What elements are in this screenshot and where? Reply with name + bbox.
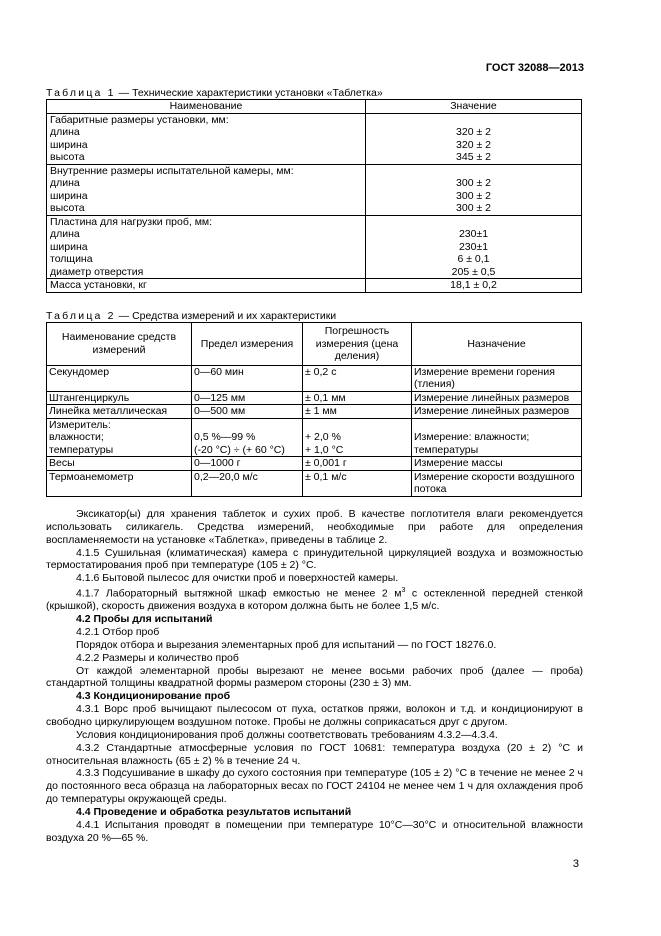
table-cell: Измерение линейных размеров — [412, 391, 582, 405]
table-cell: ± 1 мм — [303, 405, 412, 419]
param-label: высота — [50, 202, 85, 214]
table-cell: Масса установки, кг — [47, 279, 366, 293]
cell-line: Измерение: влажности; — [414, 431, 530, 443]
table-cell: 0—1000 г — [192, 457, 303, 471]
column-header: Наименование средств измерений — [47, 323, 192, 366]
table-cell — [47, 215, 366, 279]
table-cell: 0—125 мм — [192, 391, 303, 405]
param-label: ширина — [50, 189, 88, 202]
paragraph: Порядок отбора и вырезания элементарных проб для испытаний — по ГОСТ 18276.0. — [76, 638, 497, 651]
table-cell: Секундомер — [47, 365, 192, 391]
table-cell — [366, 164, 582, 215]
param-value: 320 ± 2 — [456, 138, 491, 151]
table-row — [47, 215, 582, 279]
section-heading: 4.3 Кондиционирование проб — [76, 690, 231, 703]
paragraph: Эксикатор(ы) для хранения таблеток и сухих проб. В качестве поглотителя влаги рекомендуется использовать силикагель. Средства измерений, необходимые при работе для определения воспламеняемости на установке «Таблетка», приведены в таблице 2. — [46, 508, 583, 546]
column-header: Значение — [366, 100, 582, 114]
standard-number: ГОСТ 32088—2013 — [485, 62, 584, 74]
cell-line: (-20 °С) ÷ (+ 60 °С) — [194, 443, 285, 456]
section-heading: 4.4 Проведение и обработка результатов испытаний — [76, 805, 352, 818]
group-title: Габаритные размеры установки, мм: — [50, 113, 229, 126]
table1-caption-label: Таблица 1 — [46, 87, 116, 99]
table-cell — [47, 113, 366, 164]
table-cell: Термоанемометр — [47, 470, 192, 496]
table1-caption — [46, 87, 383, 99]
paragraph: 4.4.1 Испытания проводят в помещении при температуре 10°С—30°С и относительной влажности воздуха 20 %—65 %. — [46, 818, 583, 844]
paragraph: 4.3.2 Стандартные атмосферные условия по ГОСТ 10681: температура воздуха (20 ± 2) °С и относительная влажность (65 ± 2) % в течение 24 ч. — [46, 741, 583, 767]
param-label: длина — [50, 177, 80, 189]
paragraph: 4.1.5 Сушильная (климатическая) камера с принудительной циркуляцией воздуха и возможностью термостатирования проб при температуре (105 ± 2) °С. — [46, 546, 583, 572]
table-cell: 18,1 ± 0,2 — [366, 279, 582, 293]
column-header: Предел измерения — [192, 323, 303, 366]
param-value: 205 ± 0,5 — [451, 265, 496, 278]
paragraph — [46, 585, 583, 613]
paragraph: 4.3.1 Ворс проб вычищают пылесосом от пуха, остатков пряжи, волокон и т.д. и кондиционируют в свободно циркулирующем воздушном потоке. Пробы не должны соприкасаться друг с другом. — [46, 703, 583, 728]
table-row — [47, 405, 582, 419]
table-cell — [47, 164, 366, 215]
table-cell: Измерение массы — [412, 457, 582, 471]
superscript: 3 — [401, 587, 406, 595]
param-label: длина — [50, 228, 80, 240]
cell-line: влажности; — [49, 431, 104, 443]
table-cell — [412, 418, 582, 457]
param-label: высота — [50, 151, 85, 163]
table2-caption — [46, 310, 336, 322]
param-label: ширина — [50, 138, 88, 151]
paragraph: От каждой элементарной пробы вырезают не менее восьми рабочих проб (далее — проба) стандартной толщины квадратной формы размером стороны (230 ± 3) мм. — [46, 664, 583, 690]
param-value: 6 ± 0,1 — [457, 253, 490, 265]
table-cell: Штангенциркуль — [47, 391, 192, 405]
table-cell: Измерение линейных размеров — [412, 405, 582, 419]
table-cell — [366, 113, 582, 164]
paragraph: 4.2.1 Отбор проб — [76, 626, 160, 639]
paragraph-part: 4.1.7 Лабораторный вытяжной шкаф емкостью не менее 2 м — [76, 587, 402, 600]
paragraph-part: с остекленной передней стенкой (крышкой), скорость движения воздуха в котором должна быть не более 1,5 м/с. — [46, 587, 583, 613]
table1-caption-text: — Технические характеристики установки «Таблетка» — [118, 87, 383, 99]
group-title: Внутренние размеры испытательной камеры, мм: — [50, 164, 294, 177]
table-cell — [366, 215, 582, 279]
param-value: 300 ± 2 — [456, 177, 491, 189]
table-row — [47, 365, 582, 391]
table-row — [47, 418, 582, 457]
table-cell: 0—500 мм — [192, 405, 303, 419]
table-header-row — [47, 100, 582, 114]
table2-caption-label: Таблица 2 — [46, 310, 116, 322]
table-cell: 0,2—20,0 м/с — [192, 470, 303, 496]
paragraph: 4.1.6 Бытовой пылесос для очистки проб и поверхностей камеры. — [76, 572, 399, 585]
table-cell — [192, 418, 303, 457]
table-cell: 0—60 мин — [192, 365, 303, 391]
table-row — [47, 113, 582, 164]
section-heading: 4.2 Пробы для испытаний — [76, 613, 213, 626]
cell-line: + 1,0 °С — [305, 443, 344, 456]
param-value: 300 ± 2 — [456, 189, 491, 202]
table-cell: Измерение скорости воздушного потока — [412, 470, 582, 496]
table-row — [47, 470, 582, 496]
param-label: толщина — [50, 253, 93, 265]
table-row — [47, 164, 582, 215]
column-header: Назначение — [412, 323, 582, 366]
table-cell: ± 0,2 с — [303, 365, 412, 391]
table1 — [46, 99, 582, 293]
column-header: Погрешность измерения (цена деления) — [303, 323, 412, 366]
table2-caption-text: — Средства измерений и их характеристики — [118, 310, 337, 322]
table-cell: Измерение времени горения (тления) — [412, 365, 582, 391]
cell-line: температуры — [49, 443, 114, 456]
paragraph: 4.3.3 Подсушивание в шкафу до сухого состояния при температуре (105 ± 2) °С в течение не менее 2 ч до постоянного веса образца на лабораторных весах по ГОСТ 24104 не менее чем 1 ч для охлаждения проб до температуры окружающей среды. — [46, 767, 583, 806]
param-value: 320 ± 2 — [456, 126, 491, 138]
table-cell: ± 0,001 г — [303, 457, 412, 471]
table2 — [46, 322, 582, 497]
cell-line: 0,5 %—99 % — [194, 431, 256, 443]
body-text — [46, 508, 583, 844]
table-cell: Весы — [47, 457, 192, 471]
group-title: Пластина для нагрузки проб, мм: — [50, 215, 213, 228]
param-label: ширина — [50, 240, 88, 253]
table-cell: Линейка металлическая — [47, 405, 192, 419]
cell-line: температуры — [414, 443, 479, 456]
paragraph: Условия кондиционирования проб должны соответствовать требованиям 4.3.2—4.3.4. — [76, 728, 498, 741]
param-value: 300 ± 2 — [456, 202, 491, 214]
paragraph: 4.2.2 Размеры и количество проб — [76, 651, 239, 664]
column-header: Наименование — [47, 100, 366, 114]
param-value: 345 ± 2 — [456, 151, 491, 163]
table-row — [47, 457, 582, 471]
table-row — [47, 391, 582, 405]
table-cell: ± 0,1 м/с — [303, 470, 412, 496]
param-label: длина — [50, 126, 80, 138]
table-cell: ± 0,1 мм — [303, 391, 412, 405]
param-value: 230±1 — [458, 228, 489, 240]
table-header-row — [47, 323, 582, 366]
table-row — [47, 279, 582, 293]
param-value: 230±1 — [458, 240, 489, 253]
table-cell — [47, 418, 192, 457]
page-number: 3 — [572, 858, 579, 870]
param-label: диаметр отверстия — [50, 265, 144, 278]
cell-line: + 2,0 % — [305, 431, 341, 443]
table-cell — [303, 418, 412, 457]
cell-line: Измеритель: — [49, 418, 111, 431]
